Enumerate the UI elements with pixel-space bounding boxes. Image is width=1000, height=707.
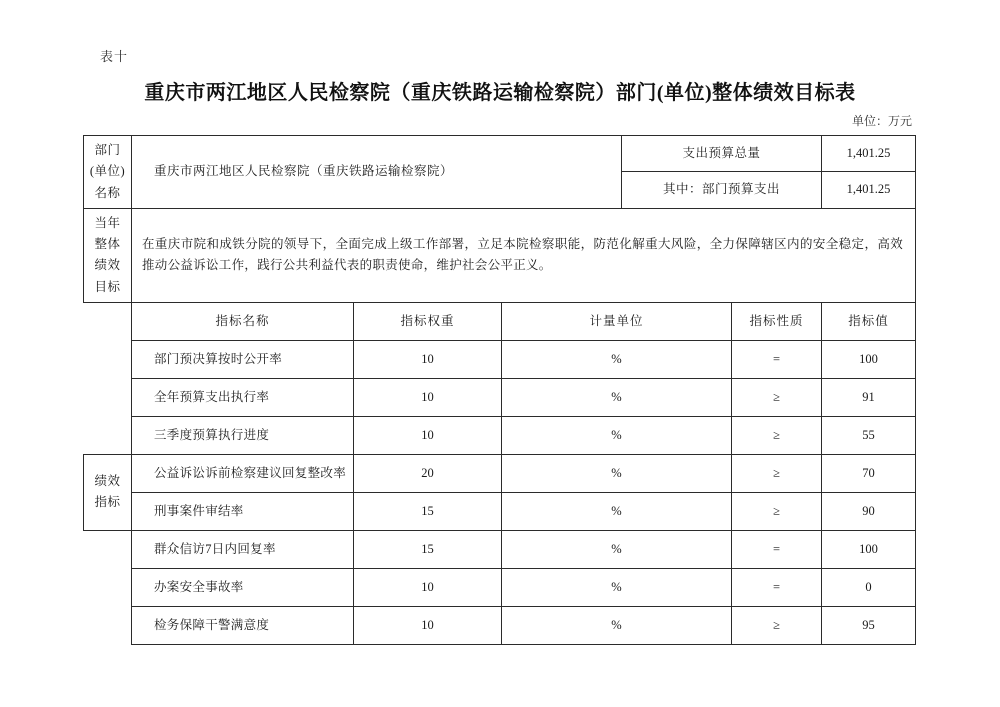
indicator-value: 0 bbox=[822, 568, 916, 606]
dept-label-line-3: 名称 bbox=[94, 185, 121, 200]
table-header-row-indicators bbox=[84, 302, 916, 340]
indicator-nature: ≥ bbox=[732, 606, 822, 644]
indicator-label-spacer bbox=[84, 340, 132, 378]
budget-dept-value: 1,401.25 bbox=[822, 172, 916, 208]
table-row bbox=[84, 492, 916, 530]
column-header-nature: 指标性质 bbox=[732, 302, 822, 340]
indicator-label-spacer bbox=[84, 606, 132, 644]
overall-goal-label-cell bbox=[84, 208, 132, 302]
indicator-section-label bbox=[84, 454, 132, 530]
overall-goal-label-line-1: 当年 bbox=[94, 215, 121, 230]
indicator-weight: 10 bbox=[354, 416, 502, 454]
indicator-label-spacer bbox=[84, 378, 132, 416]
indicator-label-line-2: 指标 bbox=[94, 495, 121, 510]
table-row bbox=[84, 416, 916, 454]
indicator-unit: % bbox=[502, 454, 732, 492]
indicator-label-spacer bbox=[84, 568, 132, 606]
table-row bbox=[84, 568, 916, 606]
indicator-unit: % bbox=[502, 378, 732, 416]
indicator-name: 部门预决算按时公开率 bbox=[132, 340, 354, 378]
column-header-unit: 计量单位 bbox=[502, 302, 732, 340]
indicator-value: 55 bbox=[822, 416, 916, 454]
indicator-name: 群众信访7日内回复率 bbox=[132, 530, 354, 568]
indicator-label-spacer bbox=[84, 302, 132, 340]
indicator-nature: ≥ bbox=[732, 416, 822, 454]
table-row-dept-budget-total bbox=[84, 136, 916, 172]
budget-total-label: 支出预算总量 bbox=[622, 136, 822, 172]
indicator-weight: 10 bbox=[354, 340, 502, 378]
indicator-value: 95 bbox=[822, 606, 916, 644]
indicator-weight: 15 bbox=[354, 492, 502, 530]
indicator-unit: % bbox=[502, 340, 732, 378]
page-title: 重庆市两江地区人民检察院（重庆铁路运输检察院）部门(单位)整体绩效目标表 bbox=[144, 82, 856, 104]
dept-name-value: 重庆市两江地区人民检察院（重庆铁路运输检察院） bbox=[132, 136, 622, 209]
table-row-overall-goal bbox=[84, 208, 916, 302]
overall-goal-text: 在重庆市院和成铁分院的领导下，全面完成上级工作部署，立足本院检察职能，防范化解重大风险，全力保障辖区内的安全稳定，高效推动公益诉讼工作，践行公共利益代表的职责使命，维护社会公平正义。 bbox=[132, 208, 916, 302]
indicator-name: 检务保障干警满意度 bbox=[132, 606, 354, 644]
indicator-name: 公益诉讼诉前检察建议回复整改率 bbox=[132, 454, 354, 492]
form-number: 表十 bbox=[100, 49, 129, 64]
budget-total-value: 1,401.25 bbox=[822, 136, 916, 172]
dept-label-line-2: (单位) bbox=[89, 164, 126, 179]
overall-goal-label-line-2: 整体 bbox=[94, 237, 121, 251]
budget-dept-label: 其中：部门预算支出 bbox=[622, 172, 822, 208]
table-row bbox=[84, 340, 916, 378]
indicator-name: 刑事案件审结率 bbox=[132, 492, 354, 530]
indicator-name: 三季度预算执行进度 bbox=[132, 416, 354, 454]
indicator-weight: 20 bbox=[354, 454, 502, 492]
indicator-unit: % bbox=[502, 492, 732, 530]
indicator-unit: % bbox=[502, 530, 732, 568]
indicator-nature: = bbox=[732, 340, 822, 378]
overall-goal-label-line-4: 目标 bbox=[94, 279, 121, 294]
indicator-weight: 15 bbox=[354, 530, 502, 568]
indicator-value: 100 bbox=[822, 340, 916, 378]
indicator-value: 70 bbox=[822, 454, 916, 492]
indicator-unit: % bbox=[502, 606, 732, 644]
table-row bbox=[84, 530, 916, 568]
indicator-label-spacer bbox=[84, 416, 132, 454]
indicator-nature: ≥ bbox=[732, 378, 822, 416]
dept-label-cell bbox=[84, 136, 132, 209]
indicator-value: 100 bbox=[822, 530, 916, 568]
indicator-unit: % bbox=[502, 416, 732, 454]
indicator-unit: % bbox=[502, 568, 732, 606]
overall-goal-label-line-3: 绩效 bbox=[94, 258, 121, 273]
indicator-value: 90 bbox=[822, 492, 916, 530]
indicator-weight: 10 bbox=[354, 606, 502, 644]
unit-note: 单位：万元 bbox=[851, 114, 912, 128]
indicator-value: 91 bbox=[822, 378, 916, 416]
indicator-nature: = bbox=[732, 530, 822, 568]
dept-label-line-1: 部门 bbox=[94, 143, 121, 157]
indicator-nature: = bbox=[732, 568, 822, 606]
table-row bbox=[84, 606, 916, 644]
table-row bbox=[84, 454, 916, 492]
indicator-name: 全年预算支出执行率 bbox=[132, 378, 354, 416]
indicator-label-spacer bbox=[84, 530, 132, 568]
indicator-label-line-1: 绩效 bbox=[94, 474, 121, 488]
indicator-nature: ≥ bbox=[732, 454, 822, 492]
column-header-name: 指标名称 bbox=[132, 302, 354, 340]
indicator-weight: 10 bbox=[354, 378, 502, 416]
indicator-weight: 10 bbox=[354, 568, 502, 606]
column-header-weight: 指标权重 bbox=[354, 302, 502, 340]
table-row bbox=[84, 378, 916, 416]
column-header-value: 指标值 bbox=[822, 302, 916, 340]
performance-table bbox=[83, 135, 916, 645]
indicator-name: 办案安全事故率 bbox=[132, 568, 354, 606]
indicator-nature: ≥ bbox=[732, 492, 822, 530]
